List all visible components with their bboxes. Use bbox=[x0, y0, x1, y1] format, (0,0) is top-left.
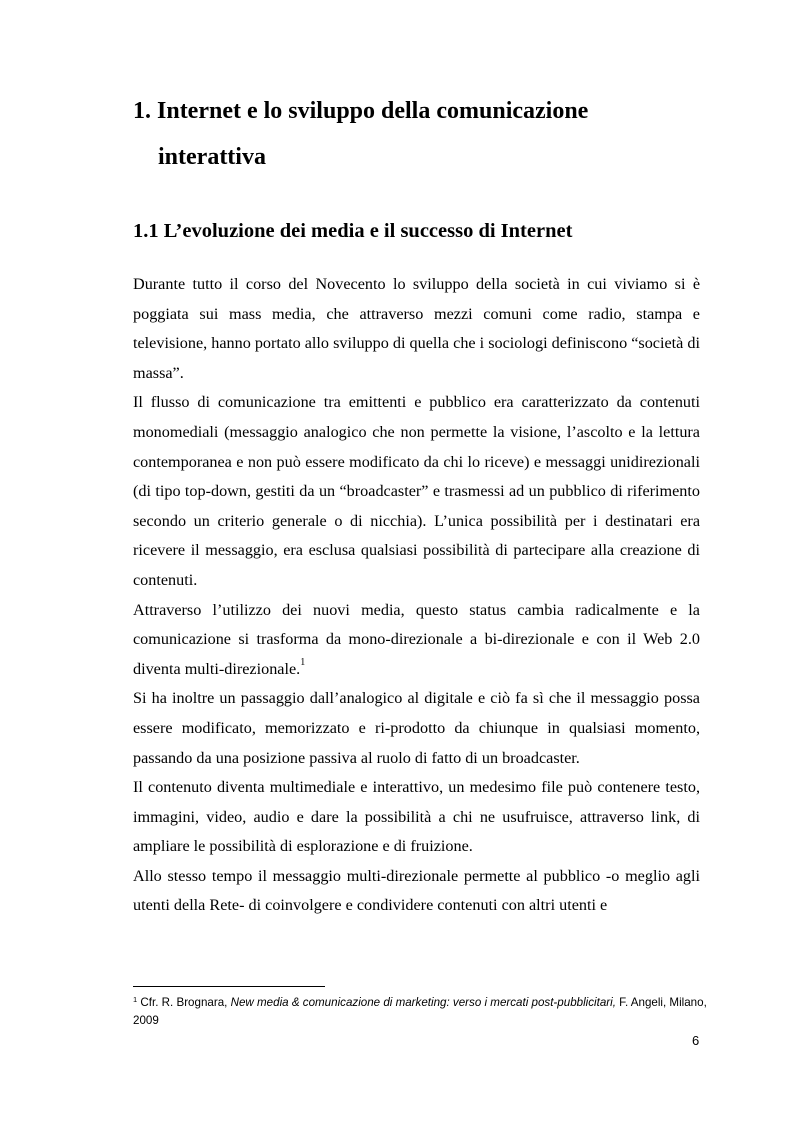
paragraph: Allo stesso tempo il messaggio multi-direzionale permette al pubblico -o meglio agli utenti della Rete- di coinvolgere e condividere contenuti con altri utenti e bbox=[133, 866, 700, 915]
paragraph: Si ha inoltre un passaggio dall’analogico al digitale e ciò fa sì che il messaggio possa essere modificato, memorizzato e ri-prodotto da chiunque in qualsiasi momento, passando da una posizione passiva al ruolo di fatto di un broadcaster. bbox=[133, 689, 700, 767]
body-text bbox=[133, 270, 700, 921]
paragraph bbox=[133, 596, 700, 685]
footnote-book-title: New media & comunicazione di marketing: verso i mercati post-pubblicitari, bbox=[230, 996, 616, 1009]
footnote-marker: 1 bbox=[133, 995, 138, 1004]
chapter-title bbox=[133, 88, 733, 180]
footnote-prefix: Cfr. R. Brognara, bbox=[137, 996, 231, 1009]
chapter-title-line1: Internet e lo sviluppo della comunicazione bbox=[157, 98, 589, 124]
paragraph: Il flusso di comunicazione tra emittenti e pubblico era caratterizzato da contenuti monomediali (messaggio analogico che non permette la visione, l’ascolto e la lettura contemporanea e non può essere modificato da chi lo riceve) e messaggi unidirezionali (di tipo top-down, gestiti da un “broadcaster” e trasmessi ad un pubblico di riferimento secondo un criterio generale o di nicchia). L’unica possibilità per i destinatari era ricevere il messaggio, era esclusa qualsiasi possibilità di partecipare alla creazione di contenuti. bbox=[133, 393, 700, 589]
paragraph-text: Attraverso l’utilizzo dei nuovi media, questo status cambia radicalmente e la comunicazione si trasforma da mono-direzionale a bi-direzionale e con il Web 2.0 diventa multi-direzionale. bbox=[133, 600, 700, 678]
footnote-suffix: F. Angeli, Milano, 2009 bbox=[133, 996, 707, 1027]
paragraph: Il contenuto diventa multimediale e interattivo, un medesimo file può contenere testo, immagini, video, audio e dare la possibilità a chi ne usufruisce, attraverso link, di ampliare le possibilità di esplorazione e di fruizione. bbox=[133, 778, 700, 856]
chapter-number: 1. bbox=[133, 98, 151, 124]
footnote-divider bbox=[133, 986, 325, 987]
chapter-title-line2: interattiva bbox=[158, 144, 266, 170]
footnote-reference[interactable]: 1 bbox=[300, 656, 306, 668]
paragraph: Durante tutto il corso del Novecento lo sviluppo della società in cui viviamo si è poggiata sui mass media, che attraverso mezzi comuni come radio, stampa e televisione, hanno portato allo sviluppo di quella che i sociologi definiscono “società di massa”. bbox=[133, 275, 700, 382]
footnote bbox=[133, 994, 708, 1030]
section-title: 1.1 L’evoluzione dei media e il successo di Internet bbox=[133, 220, 573, 242]
page-number: 6 bbox=[692, 1033, 700, 1048]
